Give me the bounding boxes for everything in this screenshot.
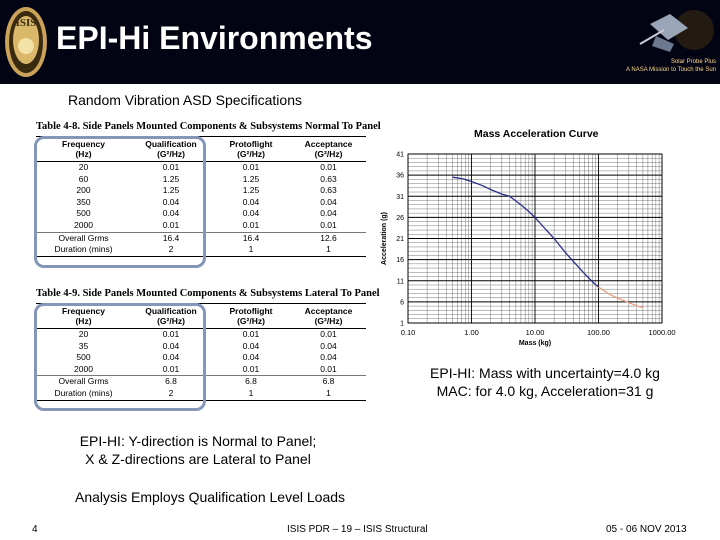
- column-header-line: Qualification: [145, 139, 197, 149]
- y-tick-label: 1: [400, 320, 404, 328]
- page-title: EPI-Hi Environments: [56, 20, 373, 56]
- table-cell: 0.63: [320, 173, 337, 184]
- solar-probe-icon: [630, 6, 716, 58]
- table-cell: 0.01: [320, 162, 337, 172]
- y-axis-label: Acceleration (g): [381, 212, 388, 265]
- x-tick-label: 1000.00: [648, 328, 676, 337]
- table-cell: 0.01: [162, 219, 180, 230]
- table-cell: 0.01: [162, 363, 180, 374]
- table-cell: 350: [76, 196, 91, 207]
- x-tick-label: 1.00: [464, 328, 479, 337]
- table-cell: 6.8: [291, 376, 366, 388]
- column-header-line: Frequency: [62, 306, 105, 316]
- table-cell: 0.01: [162, 329, 180, 339]
- y-tick-label: 31: [396, 193, 404, 201]
- analysis-note: Analysis Employs Qualification Level Loads: [74, 489, 346, 505]
- table-cell: 6.8: [131, 376, 211, 388]
- table-cell: 2: [131, 244, 211, 256]
- logo-text: ISIS: [15, 17, 37, 29]
- table-cell: 0.04: [242, 352, 260, 363]
- column-header-line: (G²/Hz): [157, 316, 185, 326]
- column-header-line: (G²/Hz): [314, 149, 343, 159]
- x-tick-label: 10.00: [525, 328, 545, 337]
- table-cell: Duration (mins): [36, 388, 131, 400]
- column-header-line: Protoflight: [229, 139, 273, 149]
- x-tick-label: 0.10: [400, 328, 416, 337]
- table-cell: 1: [291, 244, 366, 256]
- table-cell: 1.25: [242, 185, 260, 196]
- table-cell: 0.01: [242, 162, 260, 172]
- column-header: [291, 304, 366, 329]
- table-cell: 0.04: [320, 340, 337, 351]
- table-cell: 1.25: [162, 185, 180, 196]
- table-cell: 0.04: [162, 196, 180, 207]
- column-header-line: (Hz): [75, 316, 92, 326]
- mass-acceleration-chart: [372, 118, 676, 348]
- table-cell: Overall Grms: [36, 376, 131, 388]
- direction-caption-line: EPI-HI: Y-direction is Normal to Panel;: [79, 433, 317, 449]
- table-cell: Duration (mins): [36, 244, 131, 256]
- chart-title: Mass Acceleration Curve: [474, 128, 599, 140]
- isis-logo: [4, 6, 48, 78]
- mass-caption-line: EPI-HI: Mass with uncertainty=4.0 kg: [430, 365, 660, 381]
- table-cell: 6.8: [211, 376, 291, 388]
- table-cell: 16.4: [131, 232, 211, 244]
- column-header-line: Qualification: [145, 306, 197, 316]
- mass-caption-line: MAC: for 4.0 kg, Acceleration=31 g: [436, 383, 654, 399]
- table-cell: 0.04: [320, 208, 337, 219]
- highlight-qualification-column: [34, 303, 206, 411]
- column-header: [211, 137, 291, 162]
- table-cell: 16.4: [211, 232, 291, 244]
- table-cell: 0.01: [242, 329, 260, 339]
- table-cell: 0.04: [242, 196, 260, 207]
- column-header: [291, 137, 366, 162]
- page-number: 4: [32, 524, 38, 535]
- table-cell: 0.63: [320, 185, 337, 196]
- column-header-line: (G²/Hz): [237, 149, 265, 159]
- table-cell: 1.25: [162, 173, 180, 184]
- highlight-qualification-column: [34, 136, 206, 268]
- x-tick-label: 100.00: [587, 328, 610, 337]
- y-tick-label: 16: [396, 257, 404, 265]
- table-cell: 12.6: [291, 232, 366, 244]
- table-cell: Overall Grms: [36, 232, 131, 244]
- table-cell: 1: [291, 388, 366, 400]
- table-cell: 0.01: [320, 329, 337, 339]
- footer-date: 05 - 06 NOV 2013: [606, 524, 687, 535]
- table-cell: 200: [76, 185, 91, 196]
- table-cell: 2: [131, 388, 211, 400]
- table-cell: 0.01: [242, 219, 260, 230]
- table-cell: 35: [78, 340, 89, 351]
- table-cell: 500: [76, 208, 91, 219]
- table-cell: 0.01: [242, 363, 260, 374]
- table-cell: 1: [211, 388, 291, 400]
- table-cell: 0.04: [320, 196, 337, 207]
- table-cell: 0.04: [162, 352, 180, 363]
- table-cell: 0.04: [242, 340, 260, 351]
- table-caption: Table 4-8. Side Panels Mounted Components & Subsystems Normal To Panel: [36, 121, 381, 132]
- column-header-line: (G²/Hz): [157, 149, 185, 159]
- table-caption: Table 4-9. Side Panels Mounted Components & Subsystems Lateral To Panel: [36, 288, 380, 299]
- y-tick-label: 21: [396, 236, 404, 243]
- table-cell: 0.01: [320, 219, 337, 230]
- y-tick-label: 36: [396, 172, 404, 180]
- column-header-line: Frequency: [62, 139, 105, 149]
- y-tick-label: 11: [396, 278, 404, 286]
- table-cell: 2000: [74, 363, 93, 374]
- table-cell: 0.01: [320, 363, 337, 374]
- column-header-line: (G²/Hz): [314, 316, 343, 326]
- table-cell: 0.04: [320, 352, 337, 363]
- probe-caption-line: A NASA Mission to Touch the Sun: [626, 67, 716, 73]
- table-cell: 500: [76, 352, 91, 363]
- column-header-line: (Hz): [75, 149, 92, 159]
- x-axis-label: Mass (kg): [518, 340, 552, 347]
- probe-caption-line: Solar Probe Plus: [670, 59, 716, 65]
- section-subtitle: Random Vibration ASD Specifications: [68, 92, 302, 108]
- column-header-line: Acceptance: [304, 306, 353, 316]
- y-tick-label: 41: [396, 151, 404, 159]
- direction-caption-line: X & Z-directions are Lateral to Panel: [85, 451, 311, 467]
- table-cell: 2000: [74, 219, 93, 230]
- title-banner: [0, 0, 720, 84]
- column-header: [211, 304, 291, 329]
- table-cell: 0.04: [162, 340, 180, 351]
- table-cell: 0.01: [162, 162, 180, 172]
- column-header-line: Acceptance: [304, 139, 353, 149]
- probe-caption: [600, 58, 716, 74]
- table-cell: 0.04: [242, 208, 260, 219]
- y-tick-label: 26: [396, 214, 404, 222]
- table-cell: 1: [211, 244, 291, 256]
- y-tick-label: 6: [400, 299, 404, 307]
- table-cell: 20: [78, 329, 89, 339]
- footer-center: ISIS PDR – 19 – ISIS Structural: [287, 524, 428, 535]
- column-header-line: (G²/Hz): [237, 316, 265, 326]
- table-cell: 1.25: [242, 173, 260, 184]
- mass-caption: [380, 364, 710, 400]
- column-header-line: Protoflight: [229, 306, 273, 316]
- table-cell: 0.04: [162, 208, 180, 219]
- direction-caption: [28, 432, 368, 468]
- table-cell: 20: [78, 162, 89, 172]
- table-cell: 60: [78, 173, 89, 184]
